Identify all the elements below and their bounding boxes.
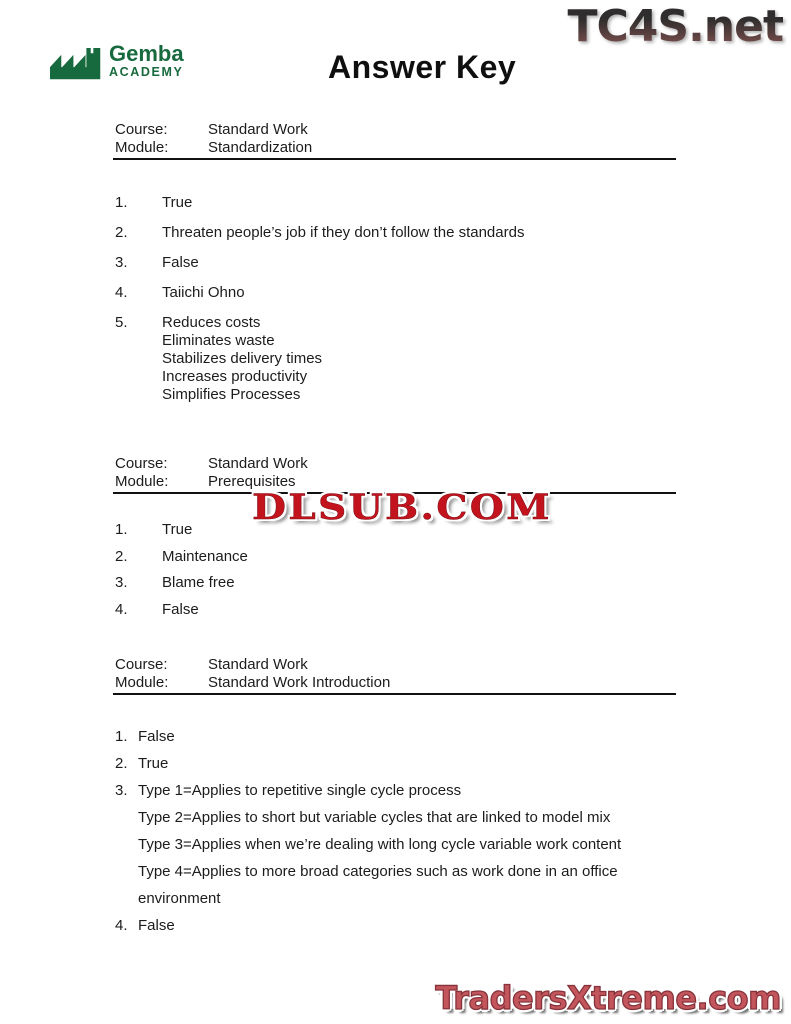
item-text: False <box>138 728 175 745</box>
item-line: Increases productivity <box>162 368 308 385</box>
page-title: Answer Key <box>328 49 517 85</box>
item-text: Type 1=Applies to repetitive single cycle process <box>138 782 462 799</box>
module-label: Module: <box>115 472 169 490</box>
item-text: Blame free <box>162 574 235 591</box>
tc4s-watermark: TC4S.net <box>567 1 783 52</box>
item-line: Stabilizes delivery times <box>162 350 323 367</box>
list-item <box>115 254 678 272</box>
course-row <box>115 455 678 473</box>
item-text: False <box>162 600 199 618</box>
item-number: 3. <box>115 254 128 271</box>
module-label: Module: <box>115 673 169 691</box>
answer-list <box>115 194 678 404</box>
course-label: Course: <box>115 656 168 673</box>
gemba-logo-text <box>109 43 184 79</box>
answer-list <box>115 521 678 619</box>
dlsub-watermark: DLSUB.COM <box>252 487 552 528</box>
item-number: 4. <box>115 284 128 301</box>
module-label: Module: <box>115 138 169 156</box>
logo-name: Gemba <box>109 41 184 66</box>
item-number: 2. <box>115 547 128 565</box>
divider-rule <box>113 158 676 160</box>
item-number: 5. <box>115 314 128 331</box>
item-text: True <box>138 755 169 772</box>
list-item-continuation <box>115 858 678 885</box>
module-value: Prerequisites <box>208 472 296 490</box>
list-item <box>115 314 678 404</box>
section-standardization <box>115 121 678 416</box>
course-label: Course: <box>115 121 168 138</box>
item-number <box>115 804 138 831</box>
tradersxtreme-watermark: TradersXtreme.com <box>435 979 781 1017</box>
list-item-continuation <box>115 804 678 831</box>
list-item-continuation <box>115 831 678 858</box>
course-label: Course: <box>115 455 168 472</box>
course-value: Standard Work <box>208 121 308 138</box>
course-row <box>115 656 678 674</box>
item-number <box>115 858 138 885</box>
item-text: Maintenance <box>162 547 248 565</box>
section-standard-work-introduction <box>115 656 678 939</box>
item-text: False <box>138 917 175 934</box>
item-number: 1. <box>115 728 128 745</box>
list-item <box>115 194 678 212</box>
list-item <box>115 224 678 242</box>
divider-rule <box>113 693 676 695</box>
course-row <box>115 121 678 139</box>
item-line: Reduces costs <box>162 314 261 331</box>
item-number: 4. <box>115 600 128 618</box>
module-value: Standard Work Introduction <box>208 673 391 691</box>
item-text: Type 3=Applies when we’re dealing with long cycle variable work content <box>138 836 622 853</box>
item-line: Eliminates waste <box>162 332 275 349</box>
module-value: Standardization <box>208 138 313 156</box>
item-line: Simplifies Processes <box>162 386 301 403</box>
item-number: 1. <box>115 521 128 538</box>
list-item <box>115 750 678 777</box>
list-item <box>115 912 678 939</box>
item-text: True <box>162 521 193 538</box>
list-item <box>115 777 678 804</box>
item-text <box>162 314 678 404</box>
course-module-header <box>115 656 678 691</box>
logo-subname: ACADEMY <box>109 65 184 79</box>
list-item <box>115 574 678 592</box>
item-number <box>115 831 138 858</box>
item-text: False <box>162 254 199 271</box>
list-item <box>115 284 678 302</box>
module-row <box>115 674 678 692</box>
list-item-continuation <box>115 885 678 912</box>
item-number <box>115 885 138 912</box>
item-number: 1. <box>115 194 128 211</box>
section-prerequisites <box>115 455 678 627</box>
factory-icon <box>50 42 102 80</box>
course-module-header <box>115 121 678 156</box>
item-text: Type 2=Applies to short but variable cycles that are linked to model mix <box>138 809 611 826</box>
course-value: Standard Work <box>208 455 308 472</box>
item-number: 2. <box>115 224 128 241</box>
course-module-header <box>115 455 678 490</box>
item-text: environment <box>138 890 221 907</box>
item-text: Taiichi Ohno <box>162 284 245 301</box>
item-text: Type 4=Applies to more broad categories such as work done in an office <box>138 863 618 880</box>
module-row <box>115 139 678 157</box>
item-number: 3. <box>115 574 128 591</box>
gemba-academy-logo <box>50 42 184 80</box>
course-value: Standard Work <box>208 656 308 673</box>
list-item <box>115 548 678 566</box>
answer-list <box>115 723 678 939</box>
list-item <box>115 723 678 750</box>
item-text: Threaten people’s job if they don’t follow the standards <box>162 224 525 241</box>
item-number: 4. <box>115 917 128 934</box>
list-item <box>115 601 678 619</box>
item-text: True <box>162 194 193 211</box>
item-number: 3. <box>115 782 128 799</box>
item-number: 2. <box>115 755 128 772</box>
